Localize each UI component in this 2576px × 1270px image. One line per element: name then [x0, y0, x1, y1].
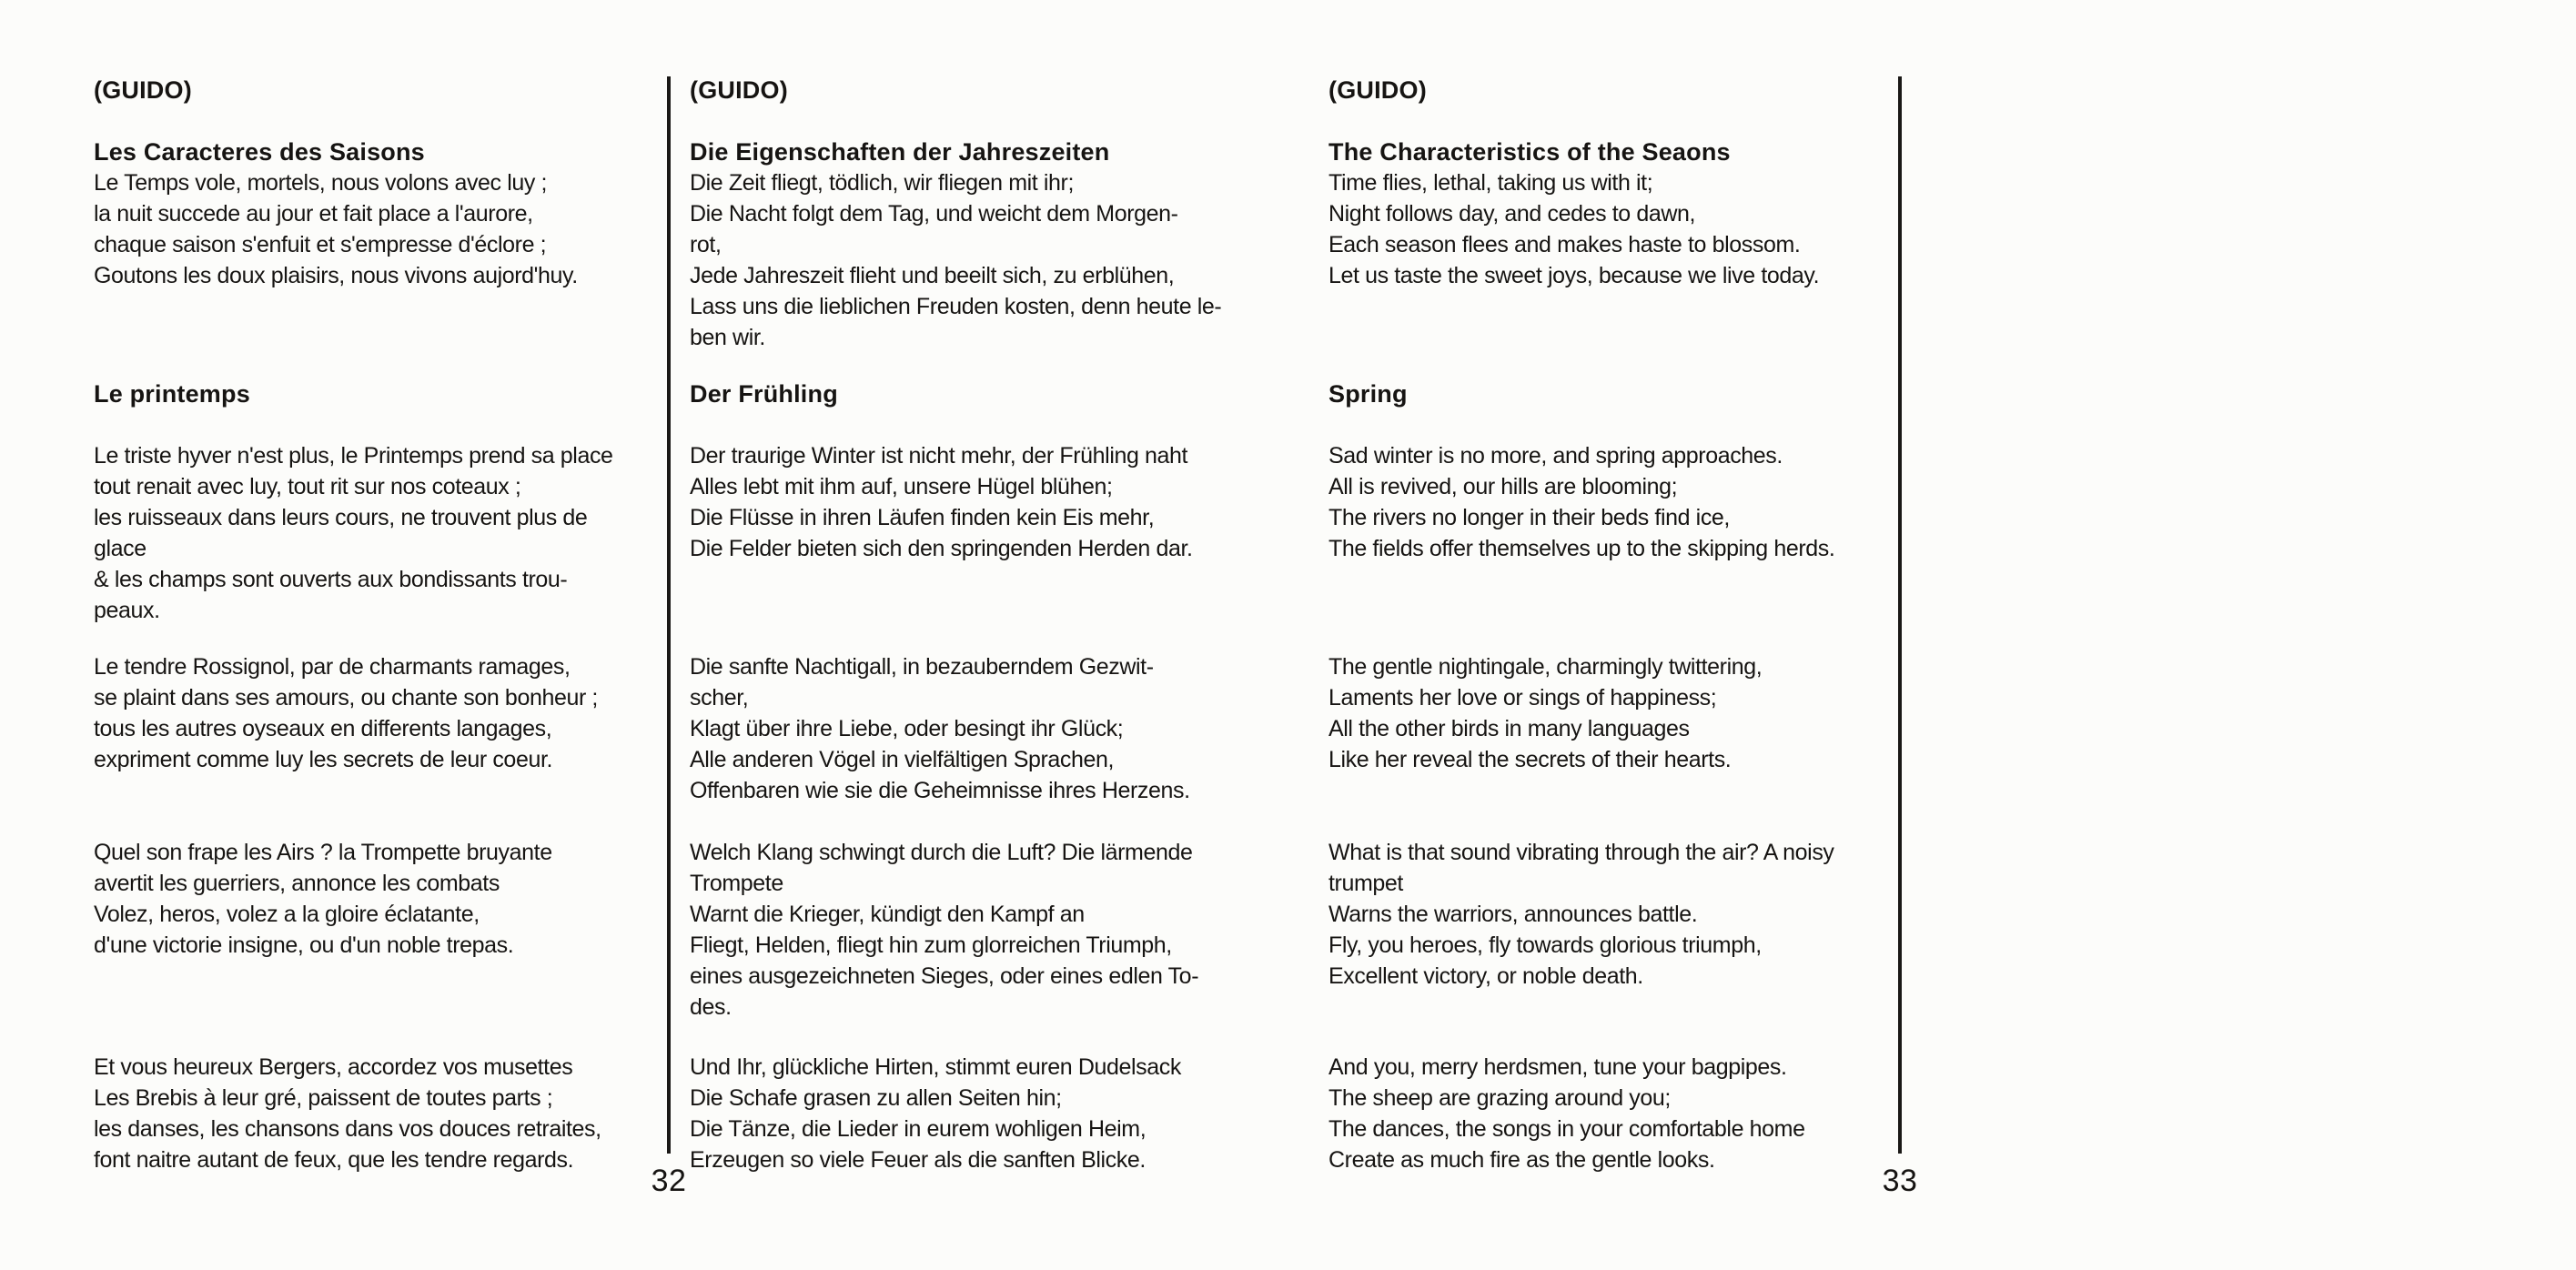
- poem-line: Die sanfte Nachtigall, in bezauberndem Gezwit-: [690, 654, 1154, 680]
- poem-line: Night follows day, and cedes to dawn,: [1328, 201, 1696, 227]
- season-heading: Der Frühling: [690, 380, 838, 408]
- poem-line: Fly, you heroes, fly towards glorious triumph,: [1328, 932, 1762, 958]
- poem-line: The fields offer themselves up to the skipping herds.: [1328, 536, 1835, 561]
- poem-line: Goutons les doux plaisirs, nous vivons aujord'huy.: [94, 263, 578, 288]
- poem-title: Die Eigenschaften der Jahreszeiten: [690, 138, 1110, 166]
- poem-line: Create as much fire as the gentle looks.: [1328, 1147, 1715, 1173]
- poem-line: & les champs sont ouverts aux bondissants trou-: [94, 567, 568, 592]
- intro-stanza: [690, 167, 1272, 353]
- stanza-nightingale: [690, 651, 1272, 806]
- poem-line: les danses, les chansons dans vos douces retraites,: [94, 1116, 601, 1142]
- poem-line: The rivers no longer in their beds find ice,: [1328, 505, 1730, 530]
- poem-line: les ruisseaux dans leurs cours, ne trouvent plus de: [94, 505, 588, 530]
- stanza-trumpet: [94, 837, 653, 961]
- poem-line: The gentle nightingale, charmingly twittering,: [1328, 654, 1763, 680]
- poem-line: Le triste hyver n'est plus, le Printemps prend sa place: [94, 443, 613, 469]
- column-english: [1328, 0, 1888, 1270]
- intro-section: [94, 136, 653, 291]
- stanza-nightingale: [94, 651, 653, 775]
- poem-line: tous les autres oyseaux en differents langages,: [94, 716, 552, 741]
- poem-line: rot,: [690, 232, 722, 257]
- poem-line: Alles lebt mit ihm auf, unsere Hügel blühen;: [690, 474, 1113, 499]
- column-german: [690, 0, 1272, 1270]
- intro-stanza: [1328, 167, 1888, 291]
- poem-line: Le tendre Rossignol, par de charmants ramages,: [94, 654, 571, 680]
- poem-title: Les Caracteres des Saisons: [94, 138, 425, 166]
- poem-line: Trompete: [690, 871, 783, 896]
- poem-line: Et vous heureux Bergers, accordez vos musettes: [94, 1054, 573, 1080]
- page-number-left: 32: [651, 1164, 687, 1198]
- poem-line: ben wir.: [690, 325, 765, 350]
- poem-line: What is that sound vibrating through the air? A noisy: [1328, 840, 1834, 865]
- poem-line: The sheep are grazing around you;: [1328, 1085, 1671, 1111]
- column-divider-right: [1898, 76, 1902, 1154]
- poem-line: Die Tänze, die Lieder in eurem wohligen Heim,: [690, 1116, 1147, 1142]
- season-heading: Spring: [1328, 380, 1408, 408]
- stanza-shepherds: [690, 1052, 1272, 1175]
- stanza-shepherds: [1328, 1052, 1888, 1175]
- poem-line: Die Flüsse in ihren Läufen finden kein Eis mehr,: [690, 505, 1155, 530]
- poem-line: Like her reveal the secrets of their hearts.: [1328, 747, 1732, 772]
- poem-line: Erzeugen so viele Feuer als die sanften Blicke.: [690, 1147, 1146, 1173]
- poem-line: font naitre autant de feux, que les tendre regards.: [94, 1147, 574, 1173]
- poem-line: All is revived, our hills are blooming;: [1328, 474, 1678, 499]
- poem-line: Klagt über ihre Liebe, oder besingt ihr Glück;: [690, 716, 1124, 741]
- poem-line: Die Schafe grasen zu allen Seiten hin;: [690, 1085, 1062, 1111]
- poem-line: Jede Jahreszeit flieht und beeilt sich, zu erblühen,: [690, 263, 1175, 288]
- poem-line: Warnt die Krieger, kündigt den Kampf an: [690, 902, 1085, 927]
- intro-stanza: [94, 167, 653, 291]
- poem-line: tout renait avec luy, tout rit sur nos coteaux ;: [94, 474, 521, 499]
- poem-line: des.: [690, 994, 732, 1020]
- poem-line: Warns the warriors, announces battle.: [1328, 902, 1698, 927]
- column-french: [94, 0, 653, 1270]
- poem-line: Der traurige Winter ist nicht mehr, der Frühling naht: [690, 443, 1188, 469]
- poem-line: la nuit succede au jour et fait place a l'aurore,: [94, 201, 533, 227]
- poem-line: Quel son frape les Airs ? la Trompette bruyante: [94, 840, 552, 865]
- poem-line: Volez, heros, volez a la gloire éclatante,: [94, 902, 480, 927]
- intro-section: [690, 136, 1272, 353]
- poem-line: Let us taste the sweet joys, because we live today.: [1328, 263, 1820, 288]
- poem-line: scher,: [690, 685, 749, 711]
- poem-line: All the other birds in many languages: [1328, 716, 1690, 741]
- poem-line: d'une victorie insigne, ou d'un noble trepas.: [94, 932, 514, 958]
- poem-line: Fliegt, Helden, fliegt hin zum glorreichen Triumph,: [690, 932, 1172, 958]
- poem-line: The dances, the songs in your comfortable home: [1328, 1116, 1805, 1142]
- poem-line: Die Felder bieten sich den springenden Herden dar.: [690, 536, 1193, 561]
- poem-line: Le Temps vole, mortels, nous volons avec luy ;: [94, 170, 548, 196]
- stanza-spring: [94, 440, 653, 626]
- poem-line: Laments her love or sings of happiness;: [1328, 685, 1717, 711]
- poem-line: se plaint dans ses amours, ou chante son bonheur ;: [94, 685, 598, 711]
- stanza-shepherds: [94, 1052, 653, 1175]
- page-number-right: 33: [1882, 1164, 1918, 1198]
- column-divider-left: [667, 76, 671, 1154]
- speaker-label: (GUIDO): [690, 76, 788, 104]
- poem-line: avertit les guerriers, annonce les combats: [94, 871, 500, 896]
- speaker-label: (GUIDO): [1328, 76, 1427, 104]
- poem-line: eines ausgezeichneten Sieges, oder eines edlen To-: [690, 963, 1199, 989]
- poem-line: Time flies, lethal, taking us with it;: [1328, 170, 1653, 196]
- poem-line: Die Zeit fliegt, tödlich, wir fliegen mit ihr;: [690, 170, 1075, 196]
- poem-line: Welch Klang schwingt durch die Luft? Die lärmende: [690, 840, 1193, 865]
- poem-line: Offenbaren wie sie die Geheimnisse ihres Herzens.: [690, 778, 1190, 803]
- poem-title: The Characteristics of the Seaons: [1328, 138, 1731, 166]
- poem-line: Excellent victory, or noble death.: [1328, 963, 1643, 989]
- stanza-nightingale: [1328, 651, 1888, 775]
- poem-line: expriment comme luy les secrets de leur coeur.: [94, 747, 553, 772]
- poem-line: peaux.: [94, 598, 160, 623]
- poem-line: trumpet: [1328, 871, 1403, 896]
- poem-line: chaque saison s'enfuit et s'empresse d'éclore ;: [94, 232, 547, 257]
- poem-line: And you, merry herdsmen, tune your bagpipes.: [1328, 1054, 1787, 1080]
- poem-line: glace: [94, 536, 146, 561]
- intro-section: [1328, 136, 1888, 291]
- poem-line: Lass uns die lieblichen Freuden kosten, denn heute le-: [690, 294, 1222, 319]
- poem-line: Alle anderen Vögel in vielfältigen Sprachen,: [690, 747, 1115, 772]
- stanza-spring: [690, 440, 1272, 564]
- stanza-trumpet: [690, 837, 1272, 1023]
- speaker-label: (GUIDO): [94, 76, 192, 104]
- poem-line: Each season flees and makes haste to blossom.: [1328, 232, 1801, 257]
- poem-line: Die Nacht folgt dem Tag, und weicht dem Morgen-: [690, 201, 1178, 227]
- poem-line: Les Brebis à leur gré, paissent de toutes parts ;: [94, 1085, 553, 1111]
- poem-line: Sad winter is no more, and spring approaches.: [1328, 443, 1783, 469]
- poem-line: Und Ihr, glückliche Hirten, stimmt euren Dudelsack: [690, 1054, 1181, 1080]
- stanza-spring: [1328, 440, 1888, 564]
- season-heading: Le printemps: [94, 380, 250, 408]
- stanza-trumpet: [1328, 837, 1888, 992]
